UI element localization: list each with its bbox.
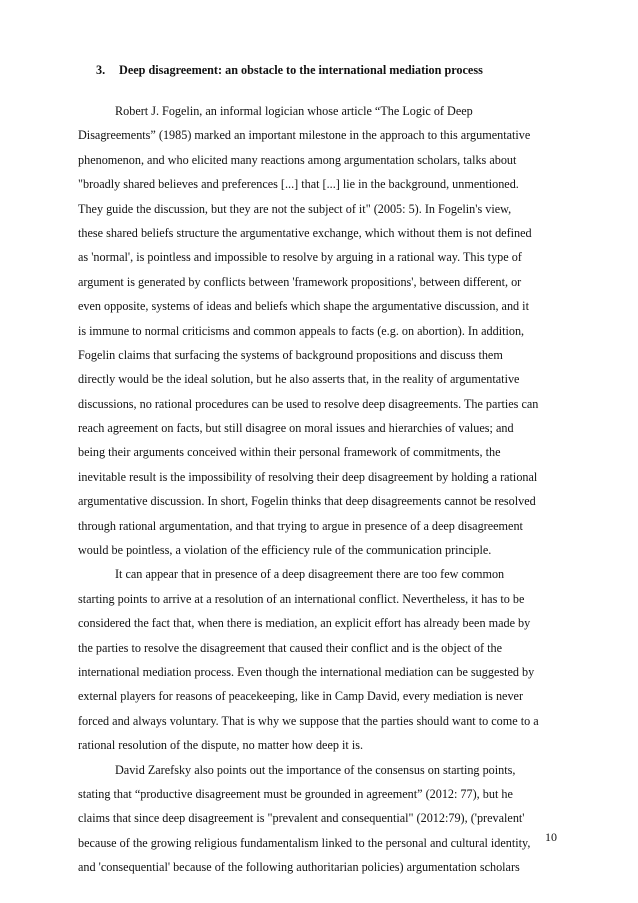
text-line: the parties to resolve the disagreement that caused their conflict and is the object of the [78,640,503,655]
text-line: reach agreement on facts, but still disagree on moral issues and hierarchies of values; and [78,421,514,436]
text-line: would be pointless, a violation of the efficiency rule of the communication principle. [78,543,492,558]
text-line: claims that since deep disagreement is "prevalent and consequential" (2012:79), ('prevalent' [78,811,525,826]
body-text [78,99,568,880]
text-line: international mediation process. Even though the international mediation can be suggested by [78,664,535,679]
section-title: Deep disagreement: an obstacle to the international mediation process [119,63,483,77]
text-line: starting points to arrive at a resolution of an international conflict. Nevertheless, it has to be [78,591,525,606]
text-line: Robert J. Fogelin, an informal logician whose article “The Logic of Deep [115,104,473,118]
text-line: David Zarefsky also points out the importance of the consensus on starting points, [115,762,516,777]
text-line: and 'consequential' because of the following authoritarian policies) argumentation scholars [78,860,520,875]
text-line: argumentative discussion. In short, Fogelin thinks that deep disagreements cannot be resolved [78,494,536,509]
text-line: inevitable result is the impossibility of resolving their deep disagreement by holding a rational [78,469,538,484]
text-line: phenomenon, and who elicited many reactions among argumentation scholars, talks about [78,152,517,167]
text-line: is immune to normal criticisms and common appeals to facts (e.g. on abortion). In addition, [78,323,525,338]
text-line: through rational argumentation, and that trying to argue in presence of a deep disagreement [78,518,523,533]
text-line: as 'normal', is pointless and impossible to resolve by arguing in a rational way. This type of [78,250,522,265]
text-line: rational resolution of the dispute, no matter how deep it is. [78,738,363,753]
text-line: "broadly shared believes and preferences [...] that [...] lie in the background, unmentioned. [78,177,519,192]
text-line: stating that “productive disagreement must be grounded in agreement” (2012: 77), but he [78,786,513,801]
text-line: considered the fact that, when there is mediation, an explicit effort has already been made by [78,616,531,631]
text-line: because of the growing religious fundamentalism linked to the personal and cultural identity, [78,835,531,850]
text-line: directly would be the ideal solution, but he also asserts that, in the reality of argumentative [78,372,520,387]
section-heading [96,60,483,80]
text-line: even opposite, systems of ideas and beliefs which shape the argumentative discussion, and it [78,299,529,314]
text-line: being their arguments conceived within their personal framework of commitments, the [78,445,501,460]
section-number: 3. [96,63,106,77]
text-line: They guide the discussion, but they are not the subject of it" (2005: 5). In Fogelin's view, [78,201,512,216]
text-line: external players for reasons of peacekeeping, like in Camp David, every mediation is never [78,689,524,704]
text-line: these shared beliefs structure the argumentative exchange, which without them is not defined [78,225,532,240]
page-number: 10 [545,830,557,844]
text-line: It can appear that in presence of a deep disagreement there are too few common [115,567,505,582]
text-line: argument is generated by conflicts between 'framework propositions', between different, or [78,274,522,289]
text-line: forced and always voluntary. That is why we suppose that the parties should want to come to a [78,713,539,728]
text-line: Fogelin claims that surfacing the systems of background propositions and discuss them [78,347,503,362]
text-line: discussions, no rational procedures can be used to resolve deep disagreements. The parties can [78,396,539,411]
text-line: Disagreements” (1985) marked an important milestone in the approach to this argumentative [78,128,531,143]
